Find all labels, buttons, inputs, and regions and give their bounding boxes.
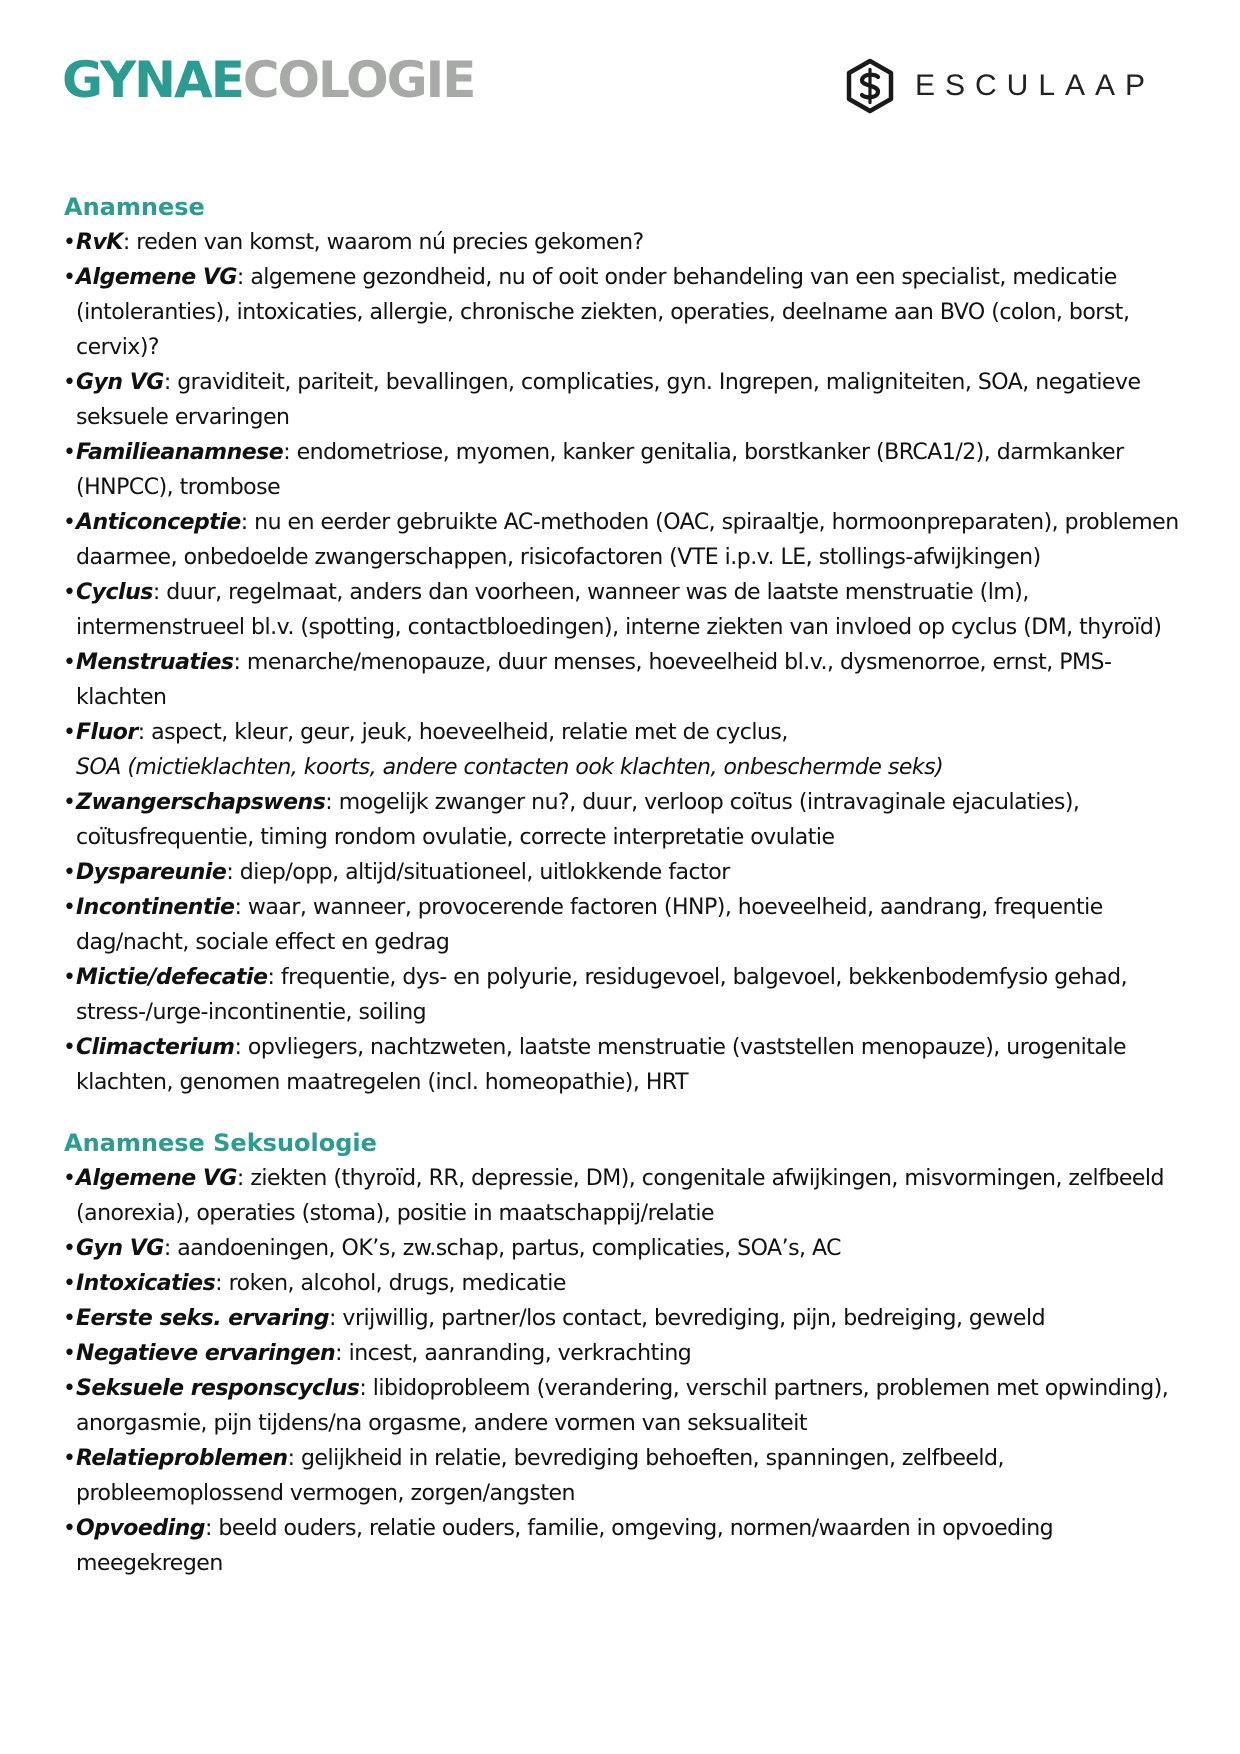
item-text: : endometriose, myomen, kanker genitalia, borstkanker (BRCA1/2), darmkanker (HNPCC), trombose	[76, 440, 1124, 500]
item-term: Algemene VG	[76, 1166, 237, 1191]
bullet-icon: •	[63, 1271, 76, 1296]
item-text: : nu en eerder gebruikte AC-methoden (OAC, spiraaltje, hormoonpreparaten), problemen daarmee, onbedoelde zwangerschappen, risicofactoren (VTE i.p.v. LE, stollings-afwijkingen)	[76, 510, 1179, 570]
item-text: : ziekten (thyroïd, RR, depressie, DM), congenitale afwijkingen, misvormingen, zelfbeeld (anorexia), operaties (stoma), positie in maatschappij/relatie	[76, 1166, 1164, 1226]
item-term: Climacterium	[76, 1035, 235, 1060]
item-term: Eerste seks. ervaring	[76, 1306, 330, 1331]
list-item	[64, 855, 1184, 890]
bullet-icon: •	[63, 440, 76, 465]
bullet-icon: •	[63, 1306, 76, 1331]
esculaap-logo-icon	[845, 58, 895, 114]
bullet-icon: •	[63, 510, 76, 535]
item-text: : aspect, kleur, geur, jeuk, hoeveelheid, relatie met de cyclus,	[137, 720, 788, 745]
page-header	[0, 0, 1240, 130]
bullet-icon: •	[63, 580, 76, 605]
list-item	[64, 1441, 1184, 1511]
item-text: : waar, wanneer, provocerende factoren (HNP), hoeveelheid, aandrang, frequentie dag/nacht, sociale effect en gedrag	[76, 895, 1103, 955]
item-list	[64, 225, 1184, 1100]
bullet-icon: •	[63, 1446, 76, 1471]
item-text: : incest, aanranding, verkrachting	[335, 1341, 692, 1366]
item-term: Mictie/defecatie	[76, 965, 268, 990]
bullet-icon: •	[63, 720, 76, 745]
list-item	[64, 365, 1184, 435]
item-text: : gelijkheid in relatie, bevrediging behoeften, spanningen, zelfbeeld, probleemoplossend vermogen, zorgen/angsten	[76, 1446, 1004, 1506]
list-item	[64, 890, 1184, 960]
bullet-icon: •	[63, 370, 76, 395]
item-text: : frequentie, dys- en polyurie, residugevoel, balgevoel, bekkenbodemfysio gehad, stress-/urge-incontinentie, soiling	[76, 965, 1128, 1025]
item-text: : graviditeit, pariteit, bevallingen, complicaties, gyn. Ingrepen, maligniteiten, SOA, negatieve seksuele ervaringen	[76, 370, 1141, 430]
list-item	[64, 1511, 1184, 1581]
bullet-icon: •	[63, 650, 76, 675]
bullet-icon: •	[63, 1035, 76, 1060]
bullet-icon: •	[63, 1341, 76, 1366]
item-term: Dyspareunie	[76, 860, 227, 885]
item-term: Gyn VG	[76, 1236, 164, 1261]
bullet-icon: •	[63, 965, 76, 990]
list-item	[64, 260, 1184, 365]
item-list	[64, 1161, 1184, 1581]
section-anamnese-seksuologie	[64, 1126, 1184, 1581]
section-heading: Anamnese	[64, 193, 205, 221]
content	[64, 190, 1184, 1581]
bullet-icon: •	[63, 1516, 76, 1541]
list-item	[64, 575, 1184, 645]
item-text: : reden van komst, waarom nú precies gekomen?	[122, 230, 644, 255]
page-title	[62, 48, 474, 112]
bullet-icon: •	[63, 1166, 76, 1191]
item-text: : duur, regelmaat, anders dan voorheen, wanneer was de laatste menstruatie (lm), intermenstrueel bl.v. (spotting, contactbloedingen), interne ziekten van invloed op cyclus (DM, thyroïd)	[76, 580, 1162, 640]
item-term: Intoxicaties	[76, 1271, 216, 1296]
list-item	[64, 960, 1184, 1030]
list-item	[64, 1231, 1184, 1266]
bullet-icon: •	[63, 265, 76, 290]
list-item	[64, 1266, 1184, 1301]
page-title-part1: GYNAE	[62, 51, 243, 109]
item-text: : algemene gezondheid, nu of ooit onder behandeling van een specialist, medicatie (intoleranties), intoxicaties, allergie, chronische ziekten, operaties, deelname aan BVO (colon, borst, cervix)?	[76, 265, 1130, 360]
list-item	[64, 1161, 1184, 1231]
section-heading: Anamnese Seksuologie	[64, 1129, 377, 1157]
item-term: Anticonceptie	[76, 510, 241, 535]
item-term: RvK	[76, 230, 123, 255]
bullet-icon: •	[63, 895, 76, 920]
item-text: : menarche/menopauze, duur menses, hoeveelheid bl.v., dysmenorroe, ernst, PMS-klachten	[76, 650, 1112, 710]
item-text: : opvliegers, nachtzweten, laatste menstruatie (vaststellen menopauze), urogenitale klachten, genomen maatregelen (incl. homeopathie), HRT	[76, 1035, 1127, 1095]
item-text: : beeld ouders, relatie ouders, familie, omgeving, normen/waarden in opvoeding meegekregen	[76, 1516, 1054, 1576]
item-term: Cyclus	[76, 580, 153, 605]
item-term: Opvoeding	[76, 1516, 206, 1541]
item-term: Negatieve ervaringen	[76, 1341, 336, 1366]
list-item	[64, 645, 1184, 715]
item-text: : diep/opp, altijd/situationeel, uitlokkende factor	[226, 860, 730, 885]
list-item	[64, 435, 1184, 505]
list-item	[64, 225, 1184, 260]
brand-name: ESCULAAP	[915, 69, 1156, 102]
bullet-icon: •	[63, 1236, 76, 1261]
item-text: : vrijwillig, partner/los contact, bevrediging, pijn, bedreiging, geweld	[329, 1306, 1046, 1331]
item-term: Algemene VG	[76, 265, 237, 290]
brand	[845, 58, 1155, 114]
item-term: Incontinentie	[76, 895, 235, 920]
item-term: Relatieproblemen	[76, 1446, 288, 1471]
list-item	[64, 715, 1184, 785]
bullet-icon: •	[63, 790, 76, 815]
list-item	[64, 1371, 1184, 1441]
bullet-icon: •	[63, 1376, 76, 1401]
bullet-icon: •	[63, 230, 76, 255]
item-note: SOA (mictieklachten, koorts, andere contacten ook klachten, onbeschermde seks)	[76, 755, 944, 780]
item-term: Gyn VG	[76, 370, 164, 395]
item-term: Familieanamnese	[76, 440, 284, 465]
item-term: Menstruaties	[76, 650, 234, 675]
item-text: : roken, alcohol, drugs, medicatie	[215, 1271, 566, 1296]
item-term: Fluor	[76, 720, 138, 745]
item-text: : mogelijk zwanger nu?, duur, verloop coïtus (intravaginale ejaculaties), coïtusfrequentie, timing rondom ovulatie, correcte interpretatie ovulatie	[76, 790, 1080, 850]
list-item	[64, 1336, 1184, 1371]
item-text: : libidoprobleem (verandering, verschil partners, problemen met opwinding), anorgasmie, pijn tijdens/na orgasme, andere vormen van seksualiteit	[76, 1376, 1169, 1436]
list-item	[64, 785, 1184, 855]
item-text: : aandoeningen, OK’s, zw.schap, partus, complicaties, SOA’s, AC	[163, 1236, 842, 1261]
item-term: Seksuele responscyclus	[76, 1376, 360, 1401]
bullet-icon: •	[63, 860, 76, 885]
list-item	[64, 1030, 1184, 1100]
page-title-part2: COLOGIE	[242, 51, 475, 109]
section-anamnese	[64, 190, 1184, 1100]
list-item	[64, 1301, 1184, 1336]
item-term: Zwangerschapswens	[76, 790, 326, 815]
list-item	[64, 505, 1184, 575]
